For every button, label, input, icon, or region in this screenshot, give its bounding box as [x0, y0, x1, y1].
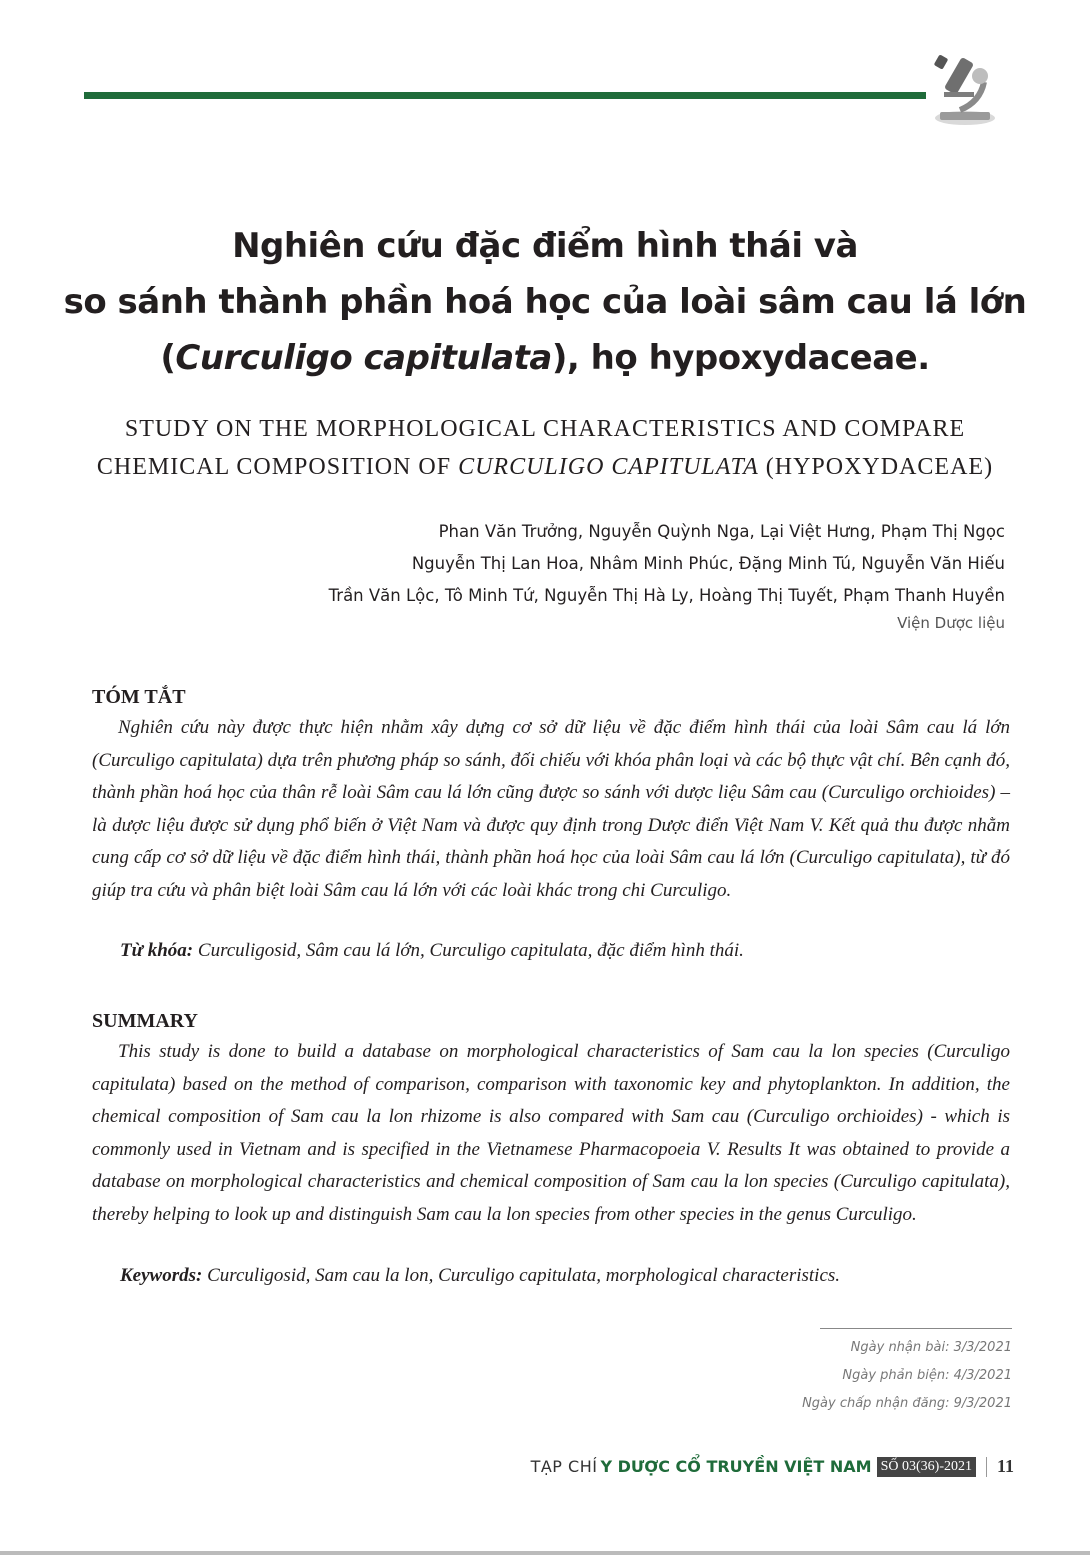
abstract-vi-heading: TÓM TẮT: [92, 686, 186, 708]
title-line-2: so sánh thành phần hoá học của loài sâm cau lá lớn: [63, 282, 1027, 322]
journal-prefix: TẠP CHÍ: [530, 1457, 598, 1476]
abstract-vi-body: [92, 712, 1010, 907]
author-line: Trần Văn Lộc, Tô Minh Tứ, Nguyễn Thị Hà Ly, Hoàng Thị Tuyết, Phạm Thanh Huyền: [328, 586, 1005, 605]
page-number: 11: [996, 1456, 1014, 1476]
article-title: [60, 218, 1030, 386]
keywords-en-label: Keywords:: [120, 1265, 203, 1286]
title-species: Curculigo capitulata: [175, 338, 552, 378]
journal-name: Y DƯỢC CỔ TRUYỀN VIỆT NAM: [600, 1457, 872, 1476]
title-line-3-rest: ), họ hypoxydaceae.: [551, 338, 930, 378]
keywords-en-text: Curculigosid, Sam cau la lon, Curculigo capitulata, morphological characteristics.: [202, 1265, 841, 1286]
keywords-vi-label: Từ khóa:: [120, 940, 194, 961]
abstract-en-heading: SUMMARY: [92, 1010, 198, 1032]
keywords-vi-text: Curculigosid, Sâm cau lá lớn, Curculigo capitulata, đặc điểm hình thái.: [193, 940, 744, 961]
keywords-vi: [120, 940, 744, 962]
title-line-3-open: (: [160, 338, 176, 378]
author-line: Phan Văn Trưởng, Nguyễn Quỳnh Nga, Lại Việt Hưng, Phạm Thị Ngọc: [438, 522, 1005, 541]
english-title-line-2: [60, 448, 1030, 486]
english-title: [60, 410, 1030, 486]
submission-dates: [802, 1334, 1012, 1418]
page-footer: [531, 1456, 1014, 1477]
english-title-species: CURCULIGO CAPITULATA: [458, 454, 759, 480]
microscope-icon: [930, 52, 1000, 128]
footer-divider: [986, 1457, 987, 1477]
accepted-date: Ngày chấp nhận đăng: 9/3/2021: [802, 1396, 1012, 1411]
title-line-3: [60, 330, 1030, 386]
english-title-line-2-end: (HYPOXYDACEAE): [758, 454, 994, 480]
abstract-en-body: [92, 1036, 1010, 1231]
dates-divider: [820, 1328, 1012, 1329]
abstract-en-text: This study is done to build a database on morphological characteristics of Sam cau la lon species (Curculigo capitulata) based on the method of comparison, comparison with taxonomic key and phytoplankton. In addition, the chemical composition of Sam cau la lon rhizome is also compared with Sam cau (Curculigo orchioides) - which is commonly used in Vietnam and is specified in the Vietnamese Pharmacopoeia V. Results It was obtained to provide a database on morphological characteristics and chemical composition of Sam cau la lon species (Curculigo capitulata), thereby helping to look up and distinguish Sam cau la lon species from other species in the genus Curculigo.: [92, 1041, 1010, 1225]
affiliation: Viện Dược liệu: [897, 614, 1005, 632]
title-line-1: Nghiên cứu đặc điểm hình thái và: [232, 226, 858, 266]
header-rule: [84, 92, 926, 99]
keywords-en: [120, 1265, 840, 1287]
english-title-line-1: STUDY ON THE MORPHOLOGICAL CHARACTERISTICS AND COMPARE: [124, 416, 966, 442]
review-date: Ngày phản biện: 4/3/2021: [842, 1368, 1012, 1383]
author-list: [329, 516, 1005, 612]
bottom-edge: [0, 1551, 1090, 1555]
author-line: Nguyễn Thị Lan Hoa, Nhâm Minh Phúc, Đặng Minh Tú, Nguyễn Văn Hiếu: [411, 554, 1005, 573]
abstract-vi-text: Nghiên cứu này được thực hiện nhằm xây dựng cơ sở dữ liệu về đặc điểm hình thái của loài Sâm cau lá lớn (Curculigo capitulata) dựa trên phương pháp so sánh, đối chiếu với khóa phân loại và các bộ thực vật chí. Bên cạnh đó, thành phần hoá học của thân rễ loài Sâm cau lá lớn cũng được so sánh với dược liệu Sâm cau (Curculigo orchioides) – là dược liệu được sử dụng phổ biến ở Việt Nam và được quy định trong Dược điển Việt Nam V. Kết quả thu được nhằm cung cấp cơ sở dữ liệu về đặc điểm hình thái, thành phần hoá học của loài Sâm cau lá lớn (Curculigo capitulata), từ đó giúp tra cứu và phân biệt loài Sâm cau lá lớn với các loài khác trong chi Curculigo.: [92, 717, 1010, 901]
issue-badge: SỐ 03(36)-2021: [877, 1457, 976, 1477]
received-date: Ngày nhận bài: 3/3/2021: [850, 1340, 1012, 1355]
english-title-line-2-start: CHEMICAL COMPOSITION OF: [96, 454, 459, 480]
